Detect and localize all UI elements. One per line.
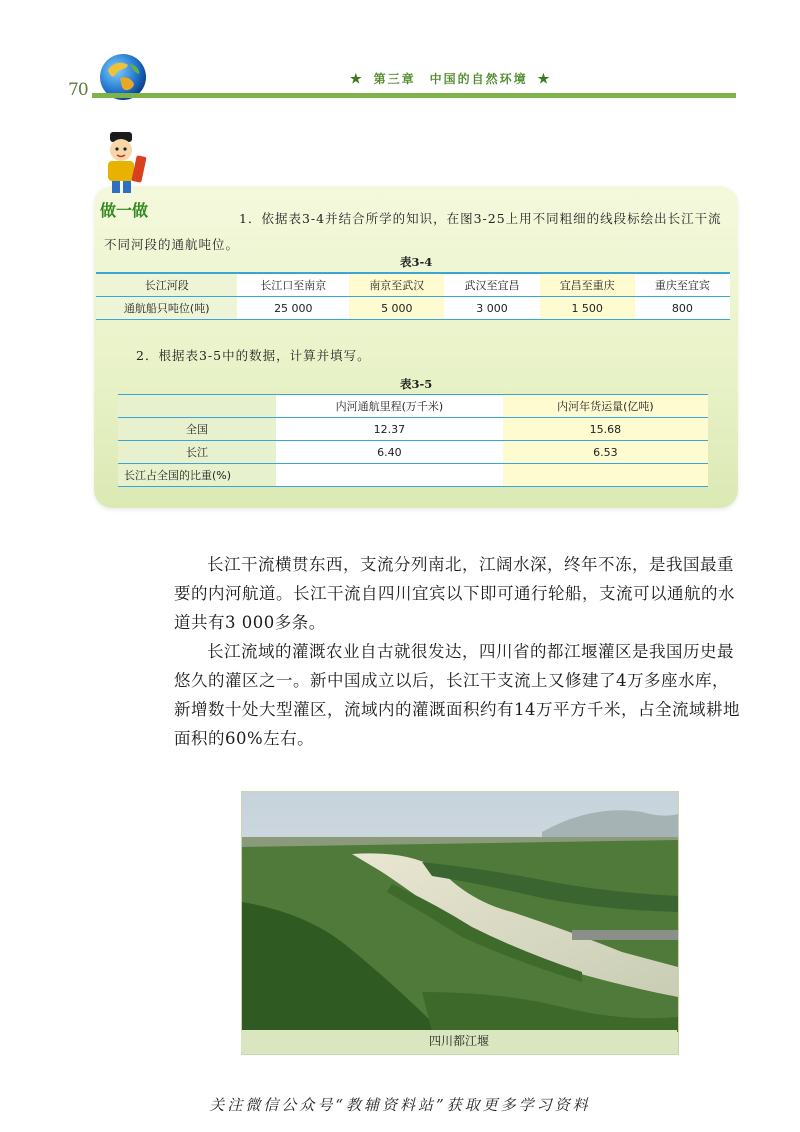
table-header-cell: 内河通航里程(万千米) [276,395,503,418]
table-3-4 [96,272,730,320]
table-cell: 武汉至宜昌 [444,273,539,297]
table-cell: 6.40 [276,441,503,464]
table-cell: 长江 [118,441,276,464]
table-cell: 长江占全国的比重(%) [118,464,276,487]
table-3-5 [118,394,708,487]
body-text [174,550,740,753]
answer-cell [276,464,503,487]
activity-title: 做一做 [100,201,149,220]
table-cell: 长江口至南京 [237,273,349,297]
table34-caption: 表3-4 [400,255,433,269]
table-cell: 3 000 [444,297,539,320]
page-number: 70 [68,80,88,100]
table-cell: 15.68 [503,418,708,441]
table-cell: 5 000 [349,297,444,320]
table-cell: 800 [635,297,730,320]
table-row [118,418,708,441]
table-row [96,297,730,320]
table-cell [118,395,276,418]
table-cell: 长江河段 [96,273,237,297]
photo-caption: 四川都江堰 [241,1030,677,1052]
table-row [118,395,708,418]
paragraph: 长江干流横贯东西，支流分列南北，江阔水深，终年不冻，是我国最重要的内河航道。长江干流自四川宜宾以下即可通行轮船，支流可以通航的水道共有3 000多条。 [174,555,735,632]
chapter-title: 第三章 中国的自然环境 [373,72,528,86]
task1-text: 1．依据表3-4并结合所学的知识，在图3-25上用不同粗细的线段标绘出长江干流不同河段的通航吨位。 [104,211,722,252]
table-row [118,441,708,464]
dujiangyan-photo-illustration [242,792,678,1032]
star-icon: ★ [537,72,552,87]
table-cell: 重庆至宜宾 [635,273,730,297]
table-cell: 全国 [118,418,276,441]
star-icon: ★ [350,72,364,87]
dujiangyan-photo [241,791,679,1055]
footer-note: 关注微信公众号“教辅资料站”获取更多学习资料 [209,1096,591,1114]
table-cell: 宜昌至重庆 [540,273,635,297]
table-cell: 25 000 [237,297,349,320]
table-cell: 南京至武汉 [349,273,444,297]
table-row [96,273,730,297]
table-header-cell: 内河年货运量(亿吨) [503,395,708,418]
table-cell: 通航船只吨位(吨) [96,297,237,320]
header-rule [92,93,736,98]
table-cell: 1 500 [540,297,635,320]
answer-cell [503,464,708,487]
table-row [118,464,708,487]
table35-caption: 表3-5 [400,377,433,391]
chapter-header [340,70,561,87]
task2-text: 2．根据表3-5中的数据，计算并填写。 [136,348,371,363]
paragraph: 长江流域的灌溉农业自古就很发达，四川省的都江堰灌区是我国历史最悠久的灌区之一。新中国成立以后，长江干支流上又修建了4万多座水库，新增数十处大型灌区，流域内的灌溉面积约有14万平方千米，占全流域耕地面积的60%左右。 [174,642,740,748]
table-cell: 6.53 [503,441,708,464]
table-cell: 12.37 [276,418,503,441]
